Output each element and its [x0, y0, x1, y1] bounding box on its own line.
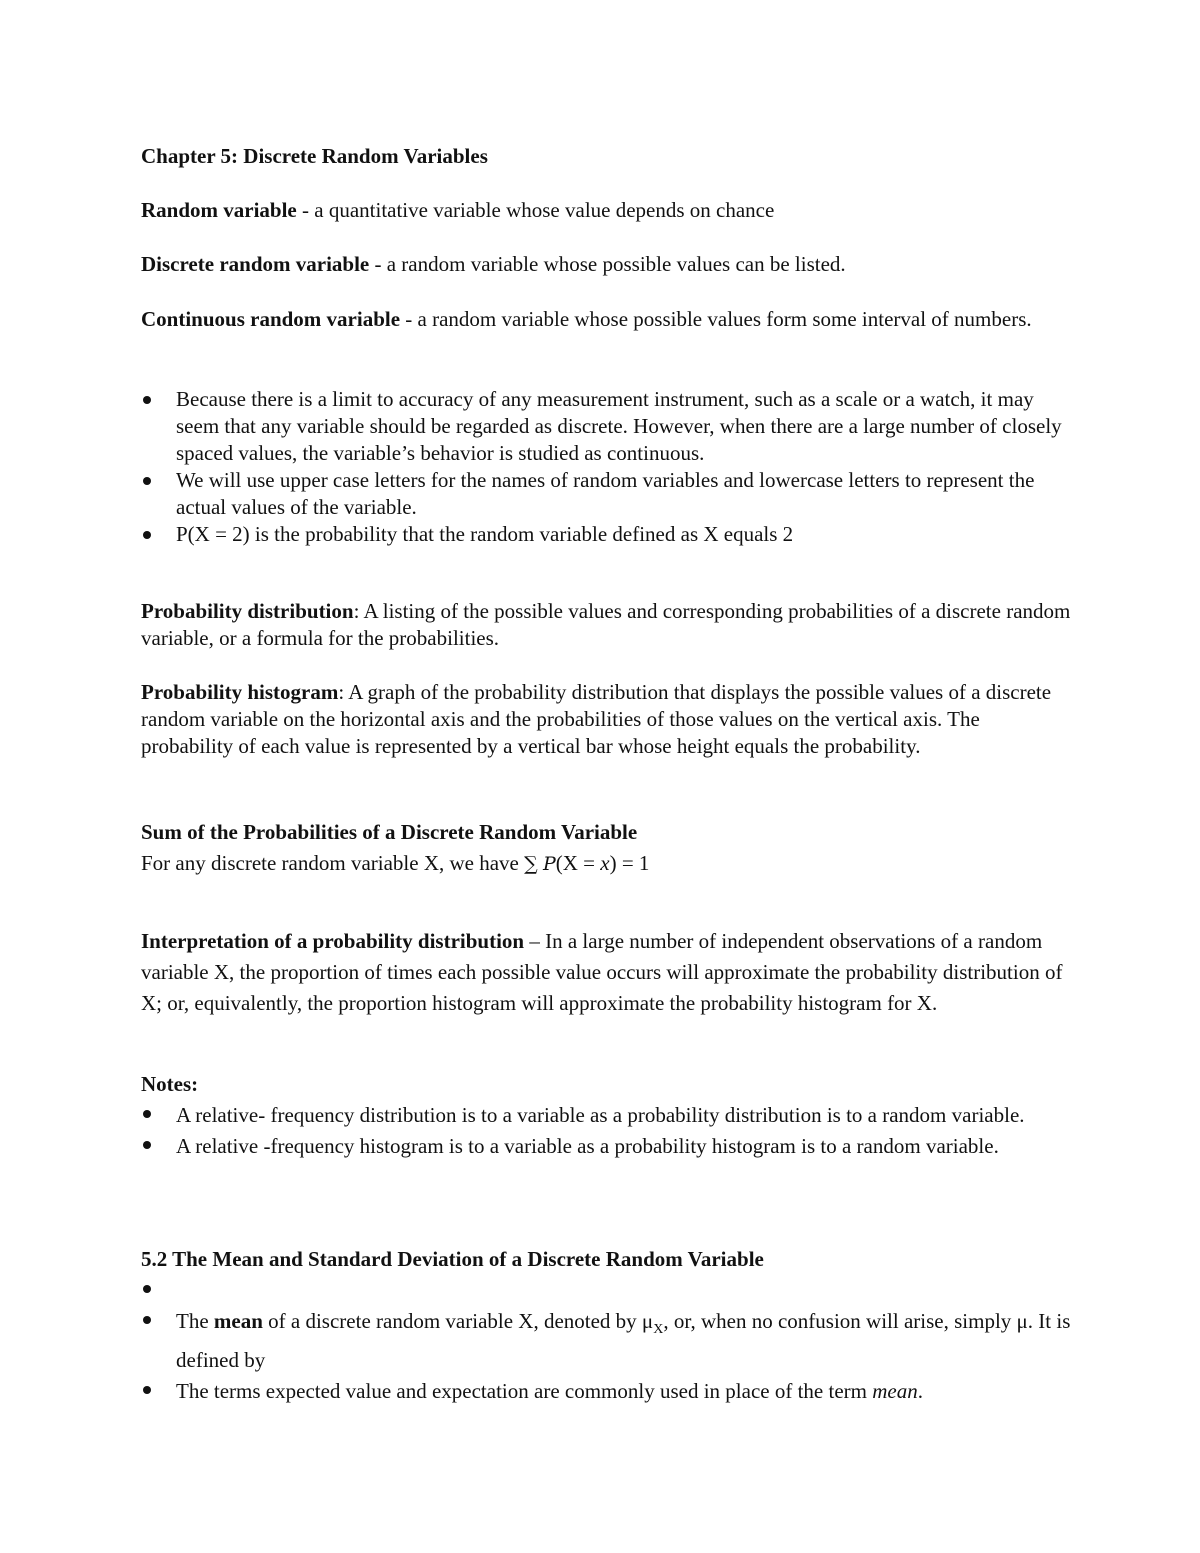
definition-term: Continuous random variable [141, 307, 401, 331]
mean-italic: mean [872, 1379, 918, 1404]
definition-continuous-random-variable [141, 306, 1071, 333]
definition-discrete-random-variable [141, 251, 1071, 278]
list-item: A relative -frequency histogram is to a variable as a probability histogram is to a random variable. [141, 1131, 1071, 1162]
chapter-title: Chapter 5: Discrete Random Variables [141, 144, 488, 168]
definition-random-variable [141, 197, 1071, 224]
section-5-2-list [141, 1275, 1071, 1407]
list-item: A relative- frequency distribution is to a variable as a probability distribution is to a random variable. [141, 1100, 1071, 1131]
definition-term: Random variable [141, 198, 297, 222]
definition-term: Probability distribution [141, 599, 354, 623]
sigma-symbol: ∑ [524, 853, 538, 875]
definition-probability-histogram [141, 679, 1071, 760]
definition-interpretation [141, 926, 1071, 1019]
definition-text: - a quantitative variable whose value depends on chance [296, 198, 775, 222]
mu-subscript: X [653, 1322, 664, 1338]
formula-open: (X = [555, 851, 601, 875]
formula-close: ) = 1 [609, 851, 650, 875]
definition-probability-distribution [141, 598, 1071, 652]
list-item-empty [141, 1275, 1071, 1306]
section-5-2-heading: 5.2 The Mean and Standard Deviation of a Discrete Random Variable [141, 1247, 764, 1271]
sum-text: For any discrete random variable X, we have [141, 851, 525, 875]
list-item: P(X = 2) is the probability that the random variable defined as X equals 2 [141, 521, 1071, 548]
definition-term: Discrete random variable [141, 252, 370, 276]
mean-term: mean [213, 1309, 263, 1333]
definition-term: Interpretation of a probability distribution [141, 929, 525, 953]
sum-heading: Sum of the Probabilities of a Discrete Random Variable [141, 820, 638, 844]
definition-text: - a random variable whose possible values can be listed. [369, 252, 846, 276]
definition-text: - a random variable whose possible values form some interval of numbers. [400, 307, 1032, 331]
list-item-mean: The mean of a discrete random variable X, denoted by $\mu_X$, or, when no confusion will arise, simply μ. It is defined by [141, 1306, 1071, 1376]
definition-term: Probability histogram [141, 680, 339, 704]
notes-list [141, 1100, 1071, 1162]
random-variable-notes-list [141, 386, 1071, 548]
formula-x: x [600, 851, 610, 875]
definition-text: : A listing of the possible values and corresponding probabilities of a discrete random variable, or a formula for the probabilities. [141, 599, 1071, 650]
notes-heading: Notes: [141, 1072, 199, 1096]
formula-p: P [542, 853, 556, 875]
definition-text: – In a large number of independent observations of a random variable X, the proportion of times each possible value occurs will approximate the probability distribution of X; or, equivalently, the proportion histogram will approximate the probability histogram for X. [141, 929, 1063, 1015]
list-item: Because there is a limit to accuracy of any measurement instrument, such as a scale or a watch, it may seem that any variable should be regarded as discrete. However, when there are a large number of closely spaced values, the variable’s behavior is studied as continuous. [141, 386, 1071, 467]
definition-text: : A graph of the probability distribution that displays the possible values of a discrete random variable on the horizontal axis and the probabilities of those values on the vertical axis. The probability of each value is represented by a vertical bar whose height equals the probability. [141, 680, 1052, 758]
sum-statement [141, 850, 1071, 878]
list-item: We will use upper case letters for the names of random variables and lowercase letters to represent the actual values of the variable. [141, 467, 1071, 521]
list-item-expectation: The terms expected value and expectation are commonly used in place of the term mean. [141, 1376, 1071, 1407]
